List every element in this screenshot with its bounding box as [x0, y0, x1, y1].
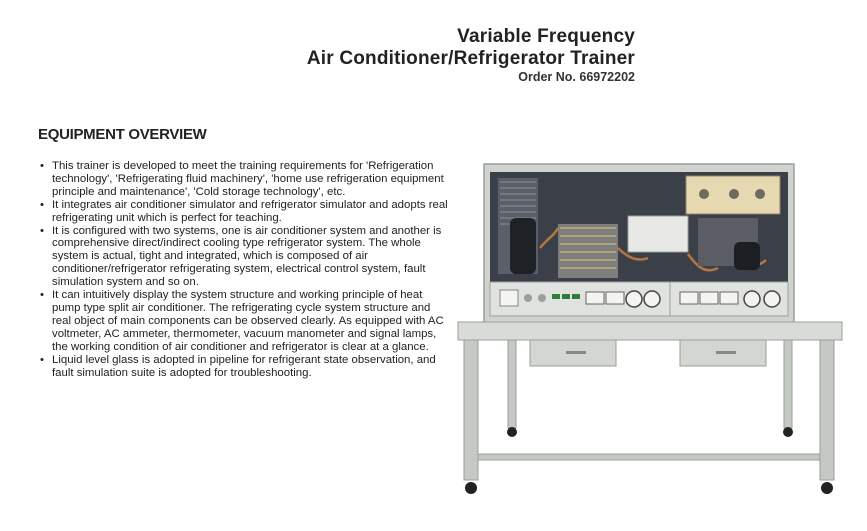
order-number: Order No. 66972202 — [518, 70, 635, 84]
trainer-product-photo — [448, 158, 848, 498]
desk-top — [458, 322, 842, 340]
bullet-item: • It is configured with two systems, one is air conditioner system and another is comprehensive direct/indirect cooling type refrigerator system. The whole system is actual, tight and integrated, which is composed of air conditioner/refrigerator refrigerating system, electrical control system, fault simulation system and so on. — [40, 225, 452, 290]
refrigerator-compressor — [734, 242, 760, 270]
bullet-item: • This trainer is developed to meet the training requirements for 'Refrigeration technology', 'Refrigerating fluid machinery', 'home use refrigeration equipment principle and maintenance', 'Cold storage technology', etc. — [40, 160, 452, 199]
compressor — [510, 218, 536, 274]
bullet-item: • Liquid level glass is adopted in pipeline for refrigerant state observation, and fault simulation suite is adopted for troubleshooting. — [40, 354, 452, 380]
evaporator-coil — [558, 224, 618, 278]
bullet-item: • It can intuitively display the system structure and working principle of heat pump type split air conditioner. The refrigerating cycle system structure and real object of main components can be observed clearly. As equipped with AC voltmeter, AC ammeter, thermometer, vacuum manometer and signal lamps, the working condition of air conditioner and refrigerator is clear at a glance. — [40, 289, 452, 354]
product-title-line-2: Air Conditioner/Refrigerator Trainer — [306, 48, 635, 69]
bullet-item: • It integrates air conditioner simulator and refrigerator simulator and adopts real refrigerating unit which is perfect for teaching. — [40, 199, 452, 225]
product-title-line-1: Variable Frequency — [457, 26, 635, 47]
section-heading: EQUIPMENT OVERVIEW — [38, 126, 207, 143]
desk-legs — [464, 340, 834, 480]
overview-bullet-list — [40, 160, 452, 379]
title-block — [307, 26, 635, 85]
